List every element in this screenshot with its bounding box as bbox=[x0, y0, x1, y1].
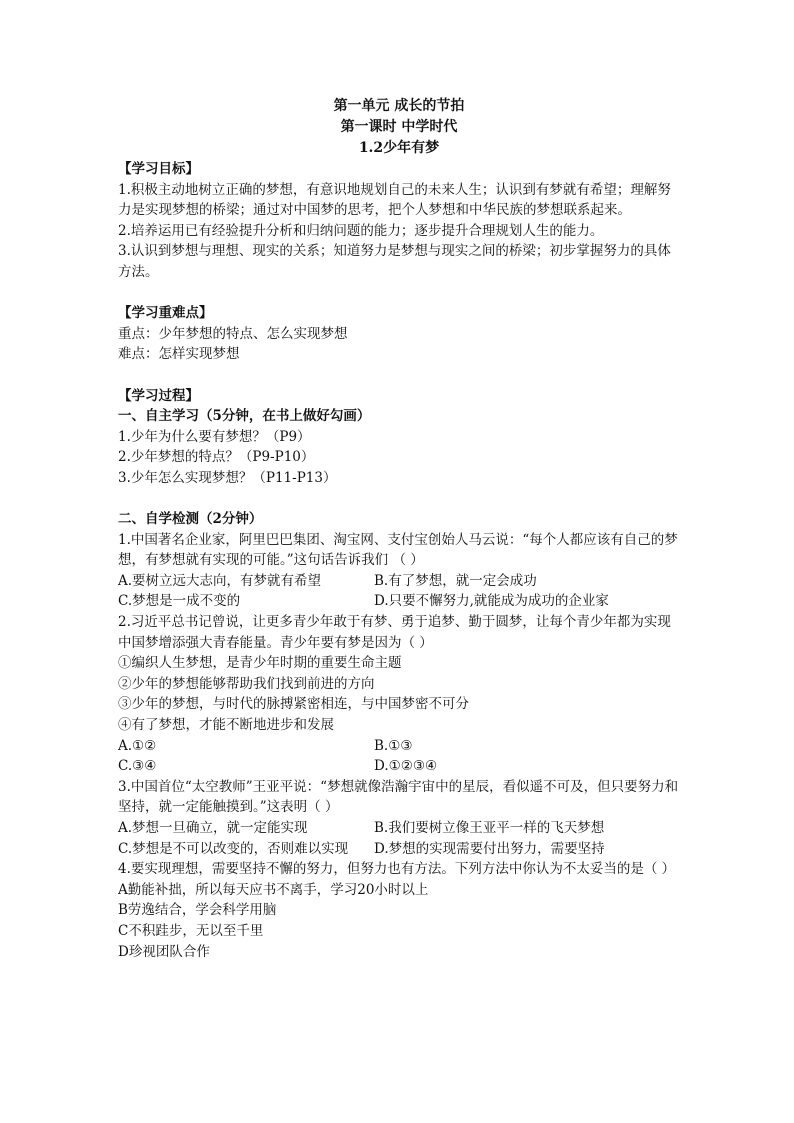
option-b: B.我们要树立像王亚平一样的飞天梦想 bbox=[374, 820, 605, 836]
question-1-options-row bbox=[118, 571, 680, 592]
option-a: A.梦想一旦确立，就一定能实现 bbox=[118, 820, 308, 836]
question-2-options-row bbox=[118, 756, 680, 777]
section-title: 1.2少年有梦 bbox=[358, 140, 440, 156]
objective-item: 3.认识到梦想与理想、现实的关系；知道努力是梦想与现实之间的桥梁；初步掌握努力的具体方法。 bbox=[118, 243, 671, 280]
objectives-heading: 【学习目标】 bbox=[118, 161, 199, 177]
objective-item: 2.培养运用已有经验提升分析和归纳问题的能力；逐步提升合理规划人生的能力。 bbox=[118, 222, 604, 239]
option-c: C不积跬步，无以至千里 bbox=[118, 922, 264, 939]
difficult-point: 难点：怎样实现梦想 bbox=[118, 346, 240, 363]
question-4-stem: 4.要实现理想，需要坚持不懈的努力，但努力也有方法。下列方法中你认为不太妥当的是（ ） bbox=[118, 861, 676, 878]
spacer bbox=[118, 489, 680, 510]
statement-3: ③少年的梦想，与时代的脉搏紧密相连，与中国梦密不可分 bbox=[118, 696, 469, 713]
question-2-stem: 2.习近平总书记曾说，让更多青少年敢于有梦、勇于追梦、勤于圆梦，让每个青少年都为实现中国梦增添强大青春能量。青少年要有梦是因为（ ） bbox=[118, 614, 671, 651]
option-d: D.只要不懈努力,就能成为成功的企业家 bbox=[374, 593, 609, 610]
statement-1: ①编织人生梦想，是青少年时期的重要生命主题 bbox=[118, 655, 402, 672]
self-study-item: 3.少年怎么实现梦想？（P11-P13） bbox=[118, 469, 337, 486]
statement-2: ②少年的梦想能够帮助我们找到前进的方向 bbox=[118, 675, 375, 692]
option-c: C.③④ bbox=[118, 758, 157, 775]
unit-title: 第一单元 成长的节拍 bbox=[333, 98, 465, 114]
objective-item: 1.积极主动地树立正确的梦想，有意识地规划自己的未来人生；认识到有梦就有希望；理解努力是实现梦想的桥梁；通过对中国梦的思考，把个人梦想和中华民族的梦想联系起来。 bbox=[118, 181, 671, 219]
option-b: B.①③ bbox=[374, 737, 413, 754]
self-study-item: 2.少年梦想的特点？（P9-P10） bbox=[118, 449, 315, 466]
option-c: C.梦想是不可以改变的，否则难以实现 bbox=[118, 840, 349, 857]
lesson-title: 第一课时 中学时代 bbox=[340, 119, 458, 135]
question-1-stem: 1.中国著名企业家，阿里巴巴集团、淘宝网、支付宝创始人马云说：“每个人都应该有自己的梦想，有梦想就有实现的可能。”这句话告诉我们 （ ） bbox=[118, 531, 678, 569]
question-3-options-row bbox=[118, 839, 680, 860]
question-3-options-row bbox=[118, 818, 680, 839]
question-3-stem: 3.中国首位“太空教师”王亚平说：“梦想就像浩瀚宇宙中的星辰，看似遥不可及，但只要努力和坚持，就一定能触摸到。”这表明（ ） bbox=[118, 778, 679, 816]
self-study-item: 1.少年为什么要有梦想？（P9） bbox=[118, 428, 311, 445]
option-b: B劳逸结合，学会科学用脑 bbox=[118, 902, 277, 919]
self-check-heading: 二、自学检测（2分钟） bbox=[118, 511, 263, 528]
spacer bbox=[118, 365, 680, 386]
option-a: A勤能补拙，所以每天应书不离手，学习20小时以上 bbox=[118, 881, 429, 898]
option-d: D珍视团队合作 bbox=[118, 943, 210, 960]
process-heading: 【学习过程】 bbox=[118, 387, 199, 404]
option-d: D.梦想的实现需要付出努力，需要坚持 bbox=[374, 840, 605, 857]
option-c: C.梦想是一成不变的 bbox=[118, 593, 241, 610]
self-study-heading: 一、自主学习（5分钟，在书上做好勾画） bbox=[118, 408, 371, 425]
question-2-options-row bbox=[118, 736, 680, 757]
spacer bbox=[118, 283, 680, 304]
option-d: D.①②③④ bbox=[374, 758, 438, 775]
option-a: A.①② bbox=[118, 737, 157, 754]
key-point: 重点：少年梦想的特点、怎么实现梦想 bbox=[118, 325, 348, 342]
keypoints-heading: 【学习重难点】 bbox=[118, 305, 213, 322]
option-b: B.有了梦想，就一定会成功 bbox=[374, 572, 537, 589]
question-1-options-row bbox=[118, 591, 680, 612]
worksheet-content bbox=[118, 96, 680, 962]
option-a: A.要树立远大志向，有梦就有希望 bbox=[118, 572, 322, 589]
statement-4: ④有了梦想，才能不断地进步和发展 bbox=[118, 717, 334, 734]
